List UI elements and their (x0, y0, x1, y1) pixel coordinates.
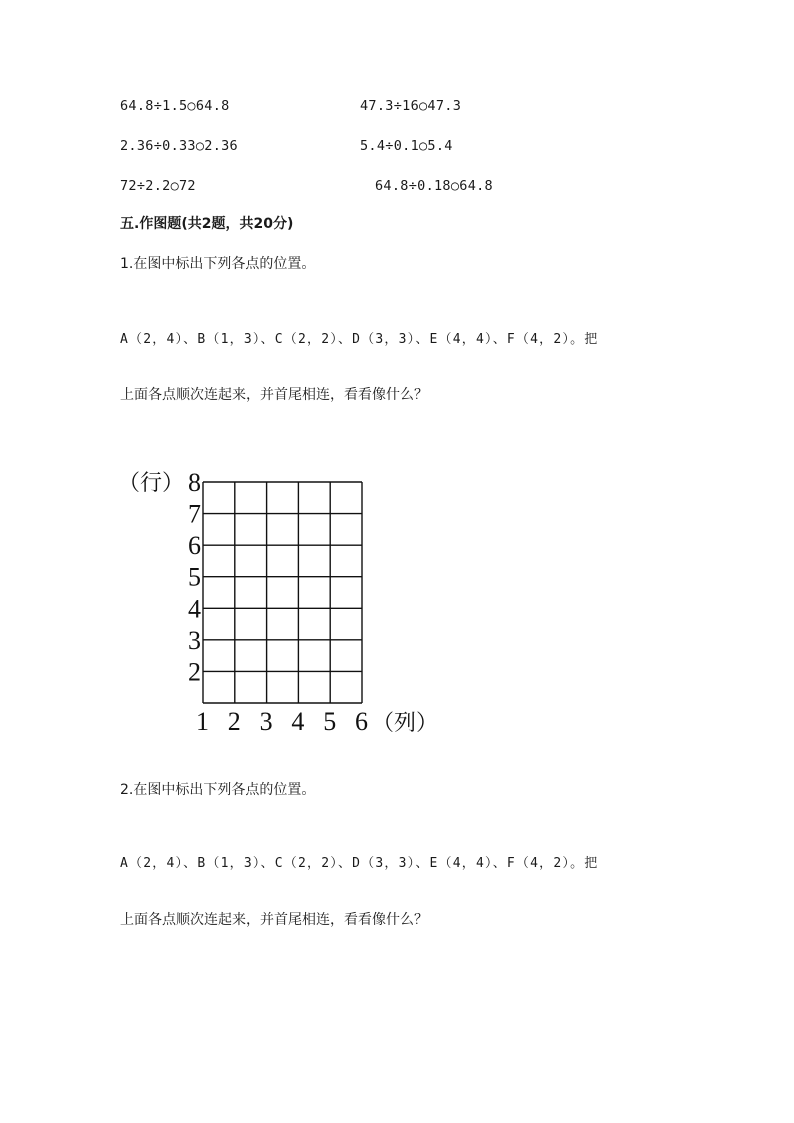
col-tick-labels (196, 707, 368, 736)
col-tick-label: 6 (355, 707, 368, 736)
question2-followup: 上面各点顺次连起来，并首尾相连，看看像什么？ (120, 912, 428, 928)
row-axis-label: （行） (118, 471, 185, 496)
col-axis-label: （列） (372, 711, 439, 736)
question2-points: A（2，4）、B（1，3）、C（2，2）、D（3，3）、E（4，4）、F（4，2）。把 (120, 856, 599, 871)
row-tick-label: 2 (188, 657, 201, 687)
coordinate-grid-figure (110, 450, 450, 740)
col-tick-label: 1 (196, 707, 209, 736)
row-tick-label: 5 (188, 562, 201, 592)
row-tick-label: 3 (188, 625, 201, 655)
col-tick-label: 5 (323, 707, 337, 736)
comparison-row3-left: 72÷2.2○72 (120, 178, 196, 194)
comparison-row2-left: 2.36÷0.33○2.36 (120, 138, 238, 154)
row-tick-label: 7 (188, 499, 201, 529)
row-tick-label: 4 (188, 594, 201, 624)
comparison-row1-right: 47.3÷16○47.3 (360, 98, 462, 114)
question1-prompt: 1.在图中标出下列各点的位置。 (120, 256, 316, 272)
row-tick-label: 6 (188, 531, 201, 561)
comparison-row2-right: 5.4÷0.1○5.4 (360, 138, 453, 154)
comparison-row3-right: 64.8÷0.18○64.8 (375, 178, 493, 194)
grid-lines (203, 482, 362, 703)
question1-followup: 上面各点顺次连起来，并首尾相连，看看像什么？ (120, 387, 428, 403)
row-tick-labels (188, 468, 201, 686)
col-tick-label: 2 (227, 707, 241, 736)
col-tick-label: 4 (291, 707, 305, 736)
col-tick-label: 3 (259, 707, 273, 736)
question2-prompt: 2.在图中标出下列各点的位置。 (120, 782, 316, 798)
row-tick-label: 8 (188, 468, 201, 497)
comparison-row1-left: 64.8÷1.5○64.8 (120, 98, 230, 114)
coordinate-grid (110, 450, 450, 740)
section-title: 五.作图题(共2题，共20分) (120, 216, 294, 232)
question1-points: A（2，4）、B（1，3）、C（2，2）、D（3，3）、E（4，4）、F（4，2）。把 (120, 332, 599, 347)
